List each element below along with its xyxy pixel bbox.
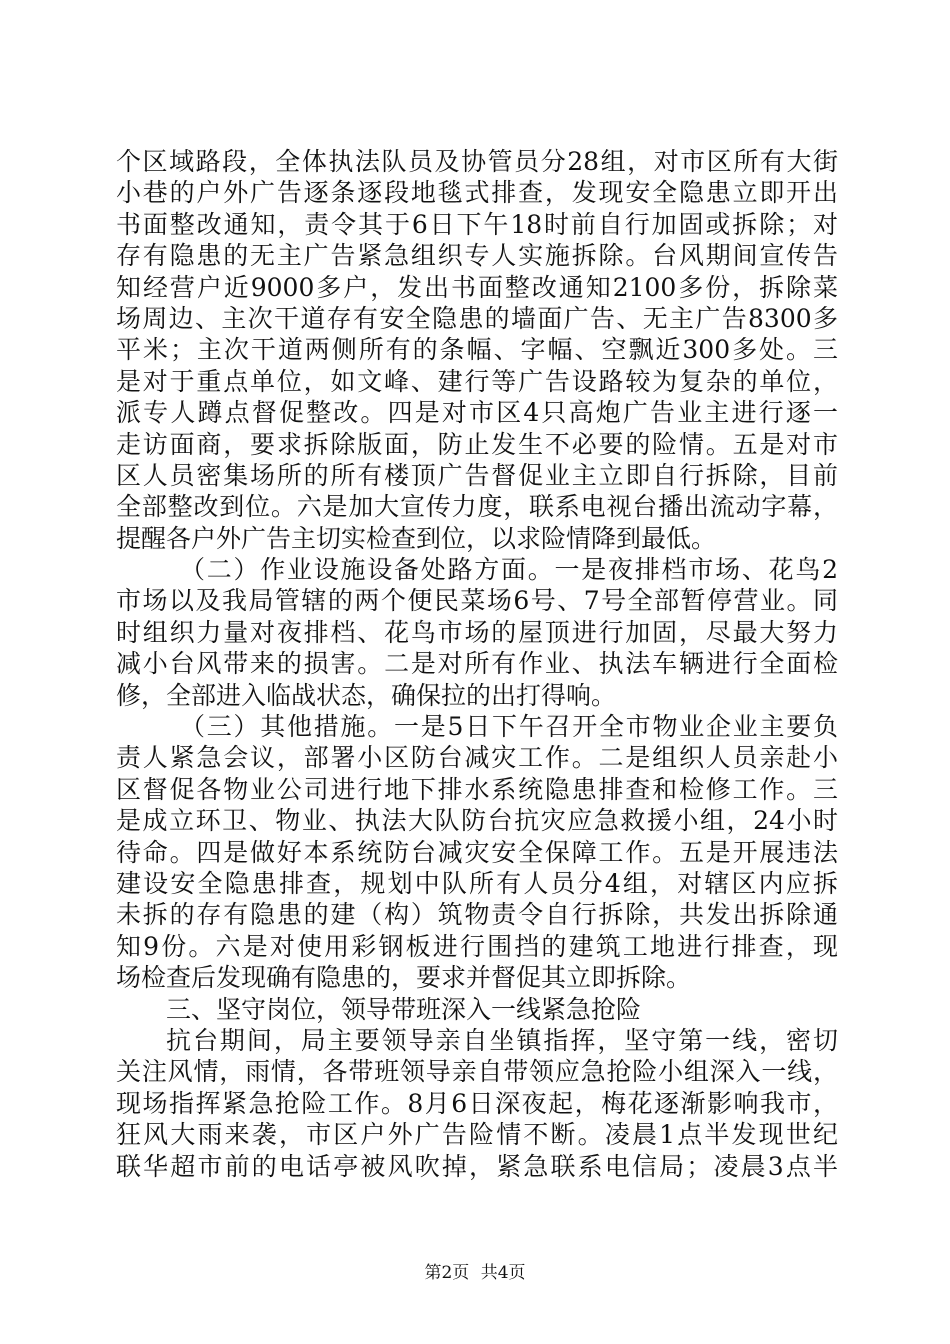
text-line: 抗台期间，局主要领导亲自坐镇指挥，坚守第一线，密切 bbox=[166, 1025, 838, 1055]
text-line: 减小台风带来的损害。二是对所有作业、执法车辆进行全面检 bbox=[116, 649, 838, 679]
text-line: 狂风大雨来袭，市区户外广告险情不断。凌晨1点半发现世纪 bbox=[116, 1120, 838, 1150]
page-number: 第2页 bbox=[424, 1263, 470, 1283]
text-line: 关注风情，雨情，各带班领导亲自带领应急抢险小组深入一线， bbox=[116, 1057, 838, 1087]
text-line: 修，全部进入临战状态，确保拉的出打得响。 bbox=[116, 680, 617, 710]
document-body bbox=[116, 146, 838, 1182]
text-line: 平米；主次干道两侧所有的条幅、字幅、空飘近300多处。三 bbox=[116, 335, 838, 365]
page-total: 共4页 bbox=[480, 1263, 526, 1283]
section-heading-3: （三）其他措施。一是5日下午召开全市物业企业主要负 bbox=[180, 712, 838, 742]
text-line: 联华超市前的电话亭被风吹掉，紧急联系电信局；凌晨3点半 bbox=[116, 1151, 838, 1181]
text-line: 责人紧急会议，部署小区防台减灾工作。二是组织人员亲赴小 bbox=[116, 743, 838, 773]
text-line: 场检查后发现确有隐患的，要求并督促其立即拆除。 bbox=[116, 963, 692, 993]
text-line: 区人员密集场所的所有楼顶广告督促业主立即自行拆除，目前 bbox=[116, 460, 838, 490]
page-footer bbox=[0, 1262, 950, 1284]
text-line: 待命。四是做好本系统防台减灾安全保障工作。五是开展违法 bbox=[116, 837, 838, 867]
text-line: 未拆的存有隐患的建（构）筑物责令自行拆除，共发出拆除通 bbox=[116, 900, 838, 930]
text-line: 是成立环卫、物业、执法大队防台抗灾应急救援小组，24小时 bbox=[116, 806, 838, 836]
text-line: 存有隐患的无主广告紧急组织专人实施拆除。台风期间宣传告 bbox=[116, 241, 838, 271]
text-line: 建设安全隐患排查，规划中队所有人员分4组，对辖区内应拆 bbox=[116, 868, 838, 898]
text-line: 个区域路段，全体执法队员及协管员分28组，对市区所有大街 bbox=[116, 147, 838, 176]
text-line: 市场以及我局管辖的两个便民菜场6号、7号全部暂停营业。同 bbox=[116, 586, 838, 616]
text-line: 派专人蹲点督促整改。四是对市区4只高炮广告业主进行逐一 bbox=[116, 398, 838, 428]
text-line: 走访面商，要求拆除版面，防止发生不必要的险情。五是对市 bbox=[116, 429, 838, 459]
text-line: 时组织力量对夜排档、花鸟市场的屋顶进行加固，尽最大努力 bbox=[116, 617, 838, 647]
text-line: 知经营户近9000多户，发出书面整改通知2100多份，拆除菜 bbox=[116, 272, 838, 302]
text-line: 是对于重点单位，如文峰、建行等广告设路较为复杂的单位， bbox=[116, 366, 838, 396]
text-line: 区督促各物业公司进行地下排水系统隐患排查和检修工作。三 bbox=[116, 774, 838, 804]
text-line: 知9份。六是对使用彩钢板进行围挡的建筑工地进行排查，现 bbox=[116, 931, 838, 961]
text-line: 小巷的户外广告逐条逐段地毯式排查，发现安全隐患立即开出 bbox=[116, 178, 838, 208]
section-heading-three: 三、坚守岗位，领导带班深入一线紧急抢险 bbox=[166, 994, 642, 1024]
section-heading-2: （二）作业设施设备处路方面。一是夜排档市场、花鸟2 bbox=[180, 555, 838, 585]
text-line: 现场指挥紧急抢险工作。8月6日深夜起，梅花逐渐影响我市， bbox=[116, 1088, 838, 1118]
text-line: 场周边、主次干道存有安全隐患的墙面广告、无主广告8300多 bbox=[116, 303, 838, 333]
text-line: 书面整改通知，责令其于6日下午18时前自行加固或拆除；对 bbox=[116, 209, 838, 239]
text-line: 提醒各户外广告主切实检查到位，以求险情降到最低。 bbox=[116, 523, 717, 553]
text-line: 全部整改到位。六是加大宣传力度，联系电视台播出流动字幕， bbox=[116, 492, 838, 522]
